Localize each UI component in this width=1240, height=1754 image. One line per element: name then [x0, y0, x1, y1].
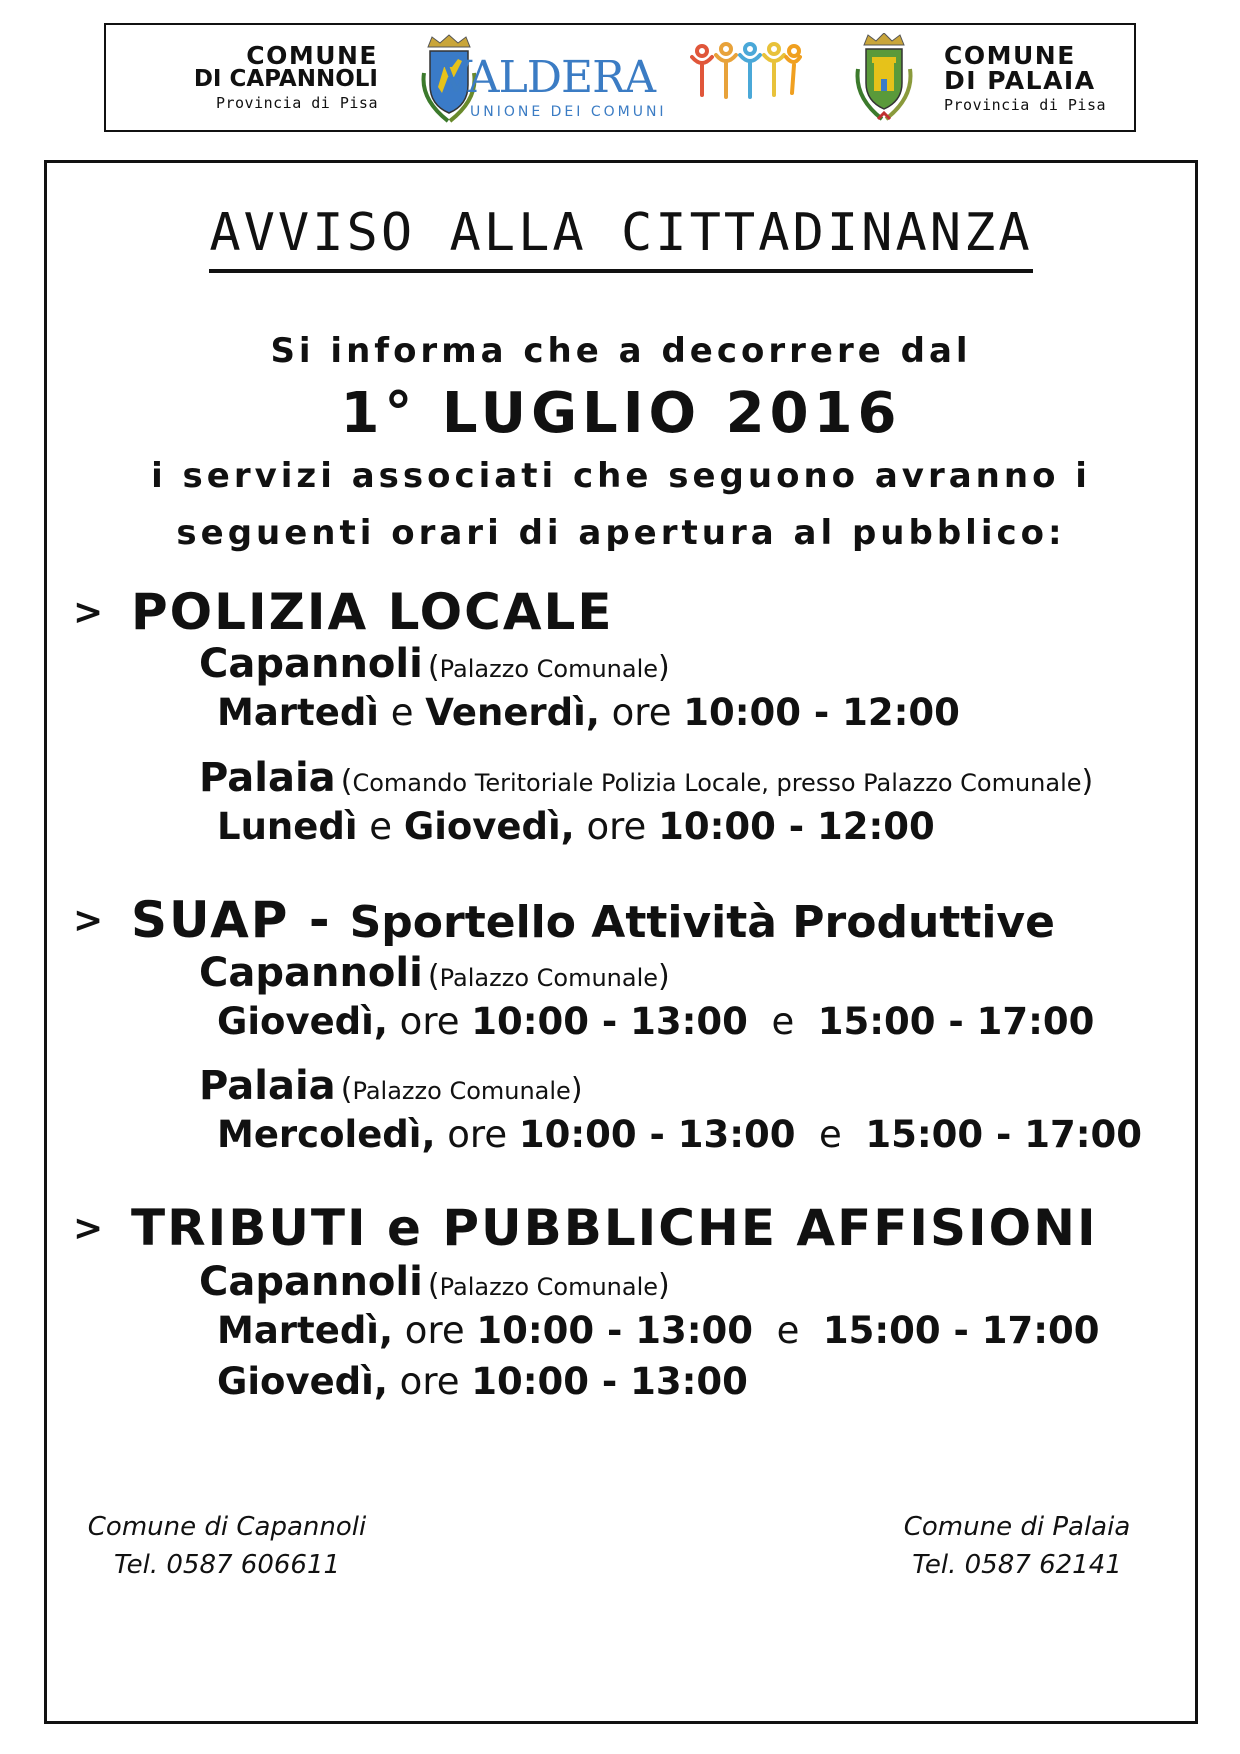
footer-palaia [867, 1508, 1167, 1584]
palaia-heading [944, 43, 1144, 113]
place-capannoli: Capannoli (Palazzo Comunale) [199, 950, 670, 996]
notice-title-text: AVVISO ALLA CITTADINANZA [209, 203, 1032, 273]
hours-line: Giovedì, ore 10:00 - 13:00 e 15:00 - 17:00 [217, 1000, 1095, 1043]
intro-line-3: i servizi associati che seguono avranno i [151, 456, 1091, 496]
capannoli-heading [126, 43, 378, 111]
footer-name: Comune di Palaia [903, 1512, 1131, 1542]
section-title: TRIBUTI e PUBBLICHE AFFISIONI [131, 1199, 1098, 1257]
hours-line: Martedì, ore 10:00 - 13:00 e 15:00 - 17:00 [217, 1309, 1100, 1352]
place-note: Comando Teritoriale Polizia Locale, presso Palazzo Comunale [352, 769, 1082, 797]
capannoli-line1: COMUNE [246, 41, 378, 70]
header-banner [104, 23, 1136, 132]
section-subtitle: Sportello Attività Produttive [349, 897, 1055, 948]
intro-date: 1° LUGLIO 2016 [340, 381, 902, 446]
section-title: SUAP - [131, 891, 332, 949]
place-palaia: Palaia (Comando Teritoriale Polizia Locale, presso Palazzo Comunale) [199, 755, 1094, 801]
footer-capannoli [77, 1508, 377, 1584]
valdera-logo [440, 41, 820, 121]
section-arrow: > [73, 900, 106, 941]
intro-line-4: seguenti orari di apertura al pubblico: [176, 513, 1066, 553]
capannoli-province: Provincia di Pisa [215, 94, 378, 112]
place-note: Palazzo Comunale [439, 964, 659, 992]
place-name: Capannoli [199, 1259, 423, 1305]
place-name: Palaia [199, 1063, 336, 1109]
section-title: POLIZIA LOCALE [131, 583, 614, 641]
palaia-crest-icon [852, 33, 916, 125]
notice-title [47, 203, 1195, 273]
capannoli-line2: DI CAPANNOLI [193, 66, 378, 92]
hours-line: Lunedì e Giovedì, ore 10:00 - 12:00 [217, 805, 935, 848]
place-palaia: Palaia (Palazzo Comunale) [199, 1063, 583, 1109]
place-name: Capannoli [199, 950, 423, 996]
palaia-line2: DI PALAIA [944, 66, 1096, 95]
valdera-wordmark: VALDERA [440, 52, 656, 103]
place-note: Palazzo Comunale [439, 1273, 659, 1301]
hours-line: Mercoledì, ore 10:00 - 13:00 e 15:00 - 17:00 [217, 1113, 1142, 1156]
place-capannoli: Capannoli (Palazzo Comunale) [199, 641, 670, 687]
footer-phone: Tel. 0587 606611 [113, 1550, 341, 1580]
section-arrow: > [73, 1208, 106, 1249]
place-name: Capannoli [199, 641, 423, 687]
valdera-subtitle: UNIONE DEI COMUNI [470, 104, 667, 120]
hours-line: Giovedì, ore 10:00 - 13:00 [217, 1360, 748, 1403]
place-capannoli: Capannoli (Palazzo Comunale) [199, 1259, 670, 1305]
valdera-figures-icon [690, 41, 802, 113]
footer-name: Comune di Capannoli [87, 1512, 367, 1542]
section-polizia-heading [73, 583, 614, 641]
footer-phone: Tel. 0587 62141 [912, 1550, 1122, 1580]
place-note: Palazzo Comunale [439, 655, 659, 683]
place-name: Palaia [199, 755, 336, 801]
section-arrow: > [73, 592, 106, 633]
place-note: Palazzo Comunale [352, 1077, 571, 1105]
section-suap-heading [73, 891, 1055, 949]
hours-line: Martedì e Venerdì, ore 10:00 - 12:00 [217, 691, 960, 734]
palaia-province: Provincia di Pisa [944, 96, 1107, 114]
palaia-line1: COMUNE [944, 41, 1076, 70]
section-tributi-heading [73, 1199, 1098, 1257]
intro-line-1: Si informa che a decorrere dal [270, 331, 972, 371]
notice-box [44, 160, 1198, 1724]
